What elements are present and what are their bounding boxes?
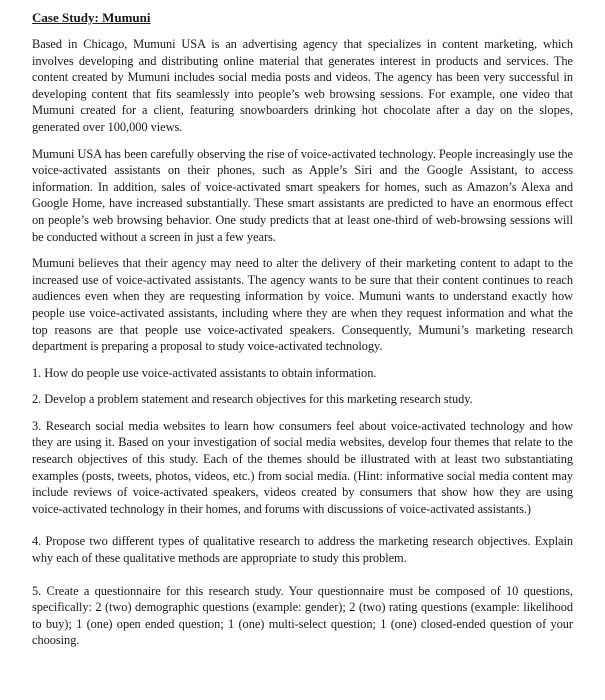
proposal-paragraph: Mumuni believes that their agency may need to alter the delivery of their marketing content to adapt to the increased use of voice-activated assistants. The agency wants to be sure that their content continues to reach audiences even when they are requesting information by voice. Mumuni wants to understand exactly how people use voice-activated assistants, including where they are when they request information and what the top reasons are that people use voice-activated speakers. Consequently, Mumuni’s marketing research department is preparing a proposal to study voice-activated technology. [32, 256, 573, 354]
case-study-title: Case Study: Mumuni [32, 10, 151, 25]
question-5: 5. Create a questionnaire for this research study. Your questionnaire must be composed of 10 questions, specifically: 2 (two) demographic questions (example: gender); 2 (two) rating questions (example: likelihood to buy); 1 (one) open ended question; 1 (one) multi-select question; 1 (one) closed-ended question of your choosing. [32, 583, 573, 648]
question-2: 2. Develop a problem statement and research objectives for this marketing research study. [32, 392, 473, 407]
voice-technology-paragraph: Mumuni USA has been carefully observing the rise of voice-activated technology. People increasingly use the voice-activated assistants on their phones, such as Apple’s Siri and the Google Assistant, to access information. In addition, sales of voice-activated smart speakers for homes, such as Amazon’s Alexa and Google Home, have increased substantially. These smart assistants are predicted to have an enormous effect on people’s web browsing behavior. One study predicts that at least one-third of web-browsing sessions will be conducted without a screen in just a few years. [32, 146, 573, 244]
intro-paragraph: Based in Chicago, Mumuni USA is an advertising agency that specializes in content marketing, which involves developing and distributing online material that generates interest in products and services. The content created by Mumuni includes social media posts and videos. The agency has been very successful in developing content that fits seamlessly into people’s web browsing sessions. For example, one video that Mumuni created for a client, featuring snowboarders drinking hot chocolate after a day on the slopes, generated over 100,000 views. [32, 37, 573, 134]
question-4: 4. Propose two different types of qualitative research to address the marketing research objectives. Explain why each of these qualitative methods are appropriate to study this problem. [32, 534, 573, 566]
question-3: 3. Research social media websites to learn how consumers feel about voice-activated technology and how they are using it. Based on your investigation of social media websites, develop four themes that relate to the research objectives of this study. Each of the themes should be illustrated with at least two substantiating examples (posts, tweets, photos, videos, etc.) from social media. (Hint: informative social media content may include reviews of voice-activated speakers, videos created by consumers that show how they are using voice-activated technology in their homes, and forums with discussions of voice-activated assistants.) [32, 418, 573, 516]
question-1: 1. How do people use voice-activated assistants to obtain information. [32, 365, 377, 380]
